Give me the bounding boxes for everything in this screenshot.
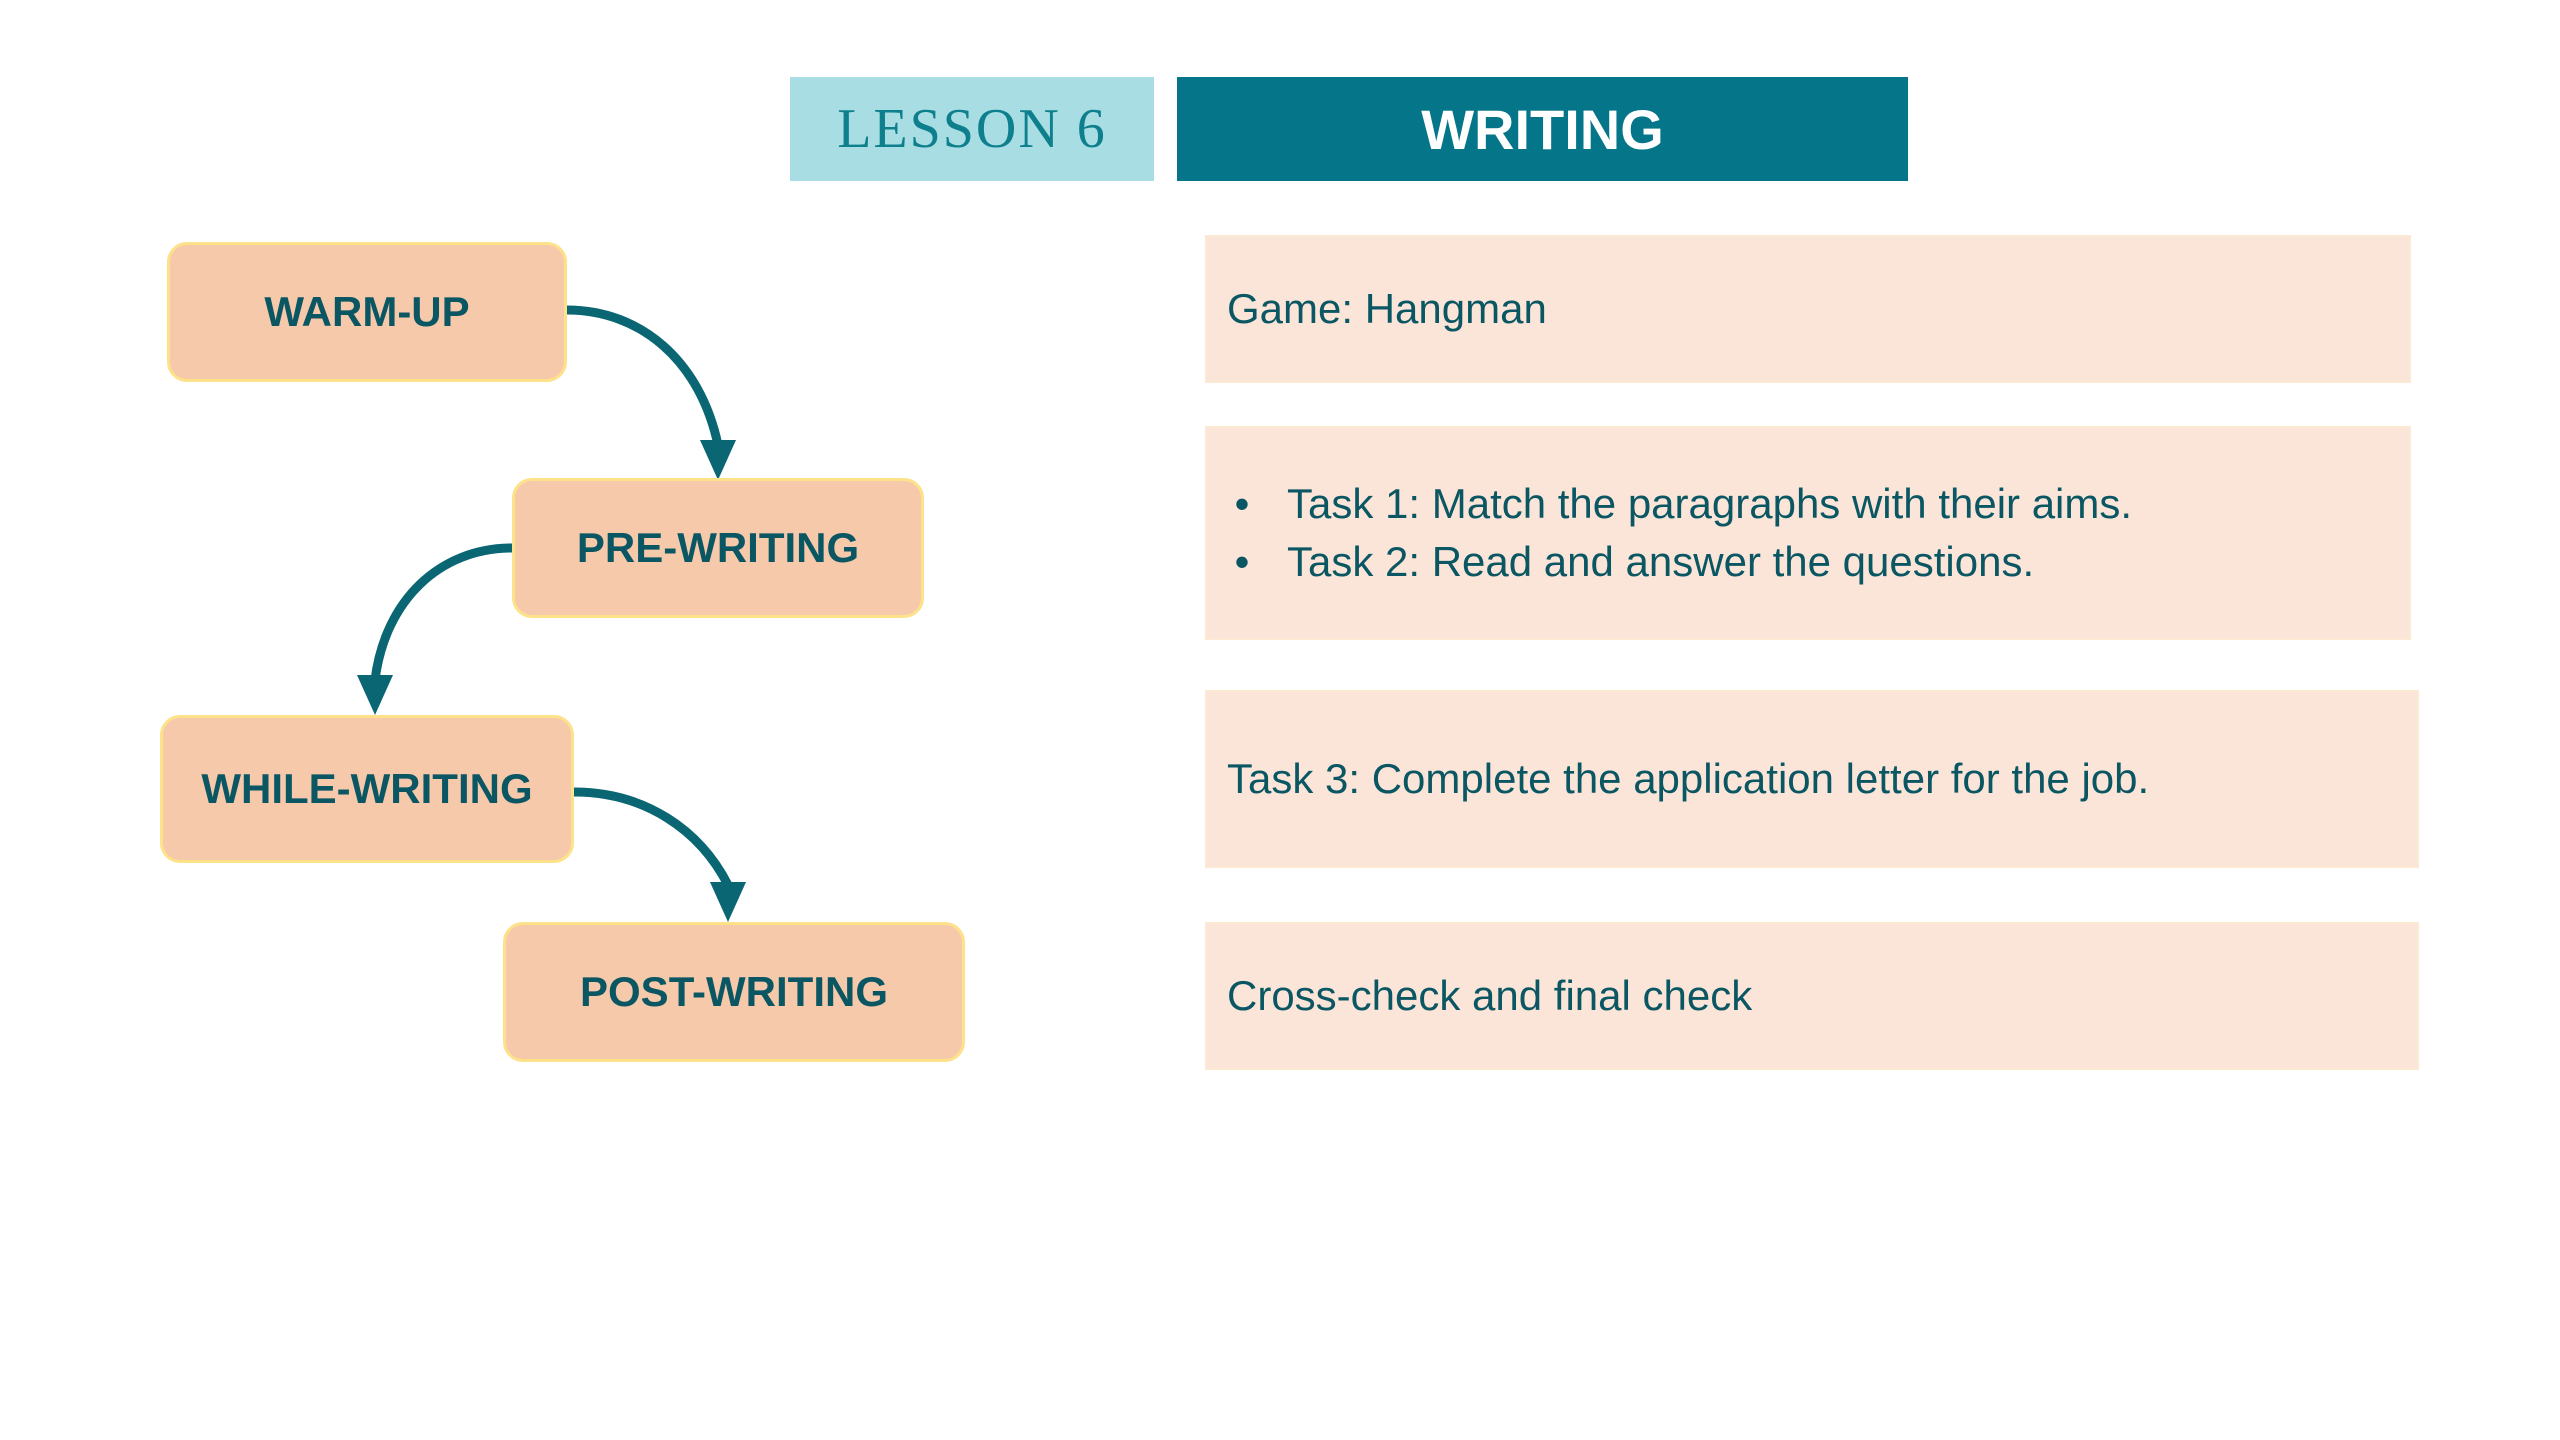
panel-post-writing <box>1205 922 2419 1070</box>
panel-pre-writing <box>1205 426 2411 640</box>
bullet-icon: • <box>1234 538 1250 585</box>
list-item <box>1227 533 2132 591</box>
panel-warm-up <box>1205 235 2411 383</box>
list-item <box>1227 475 2132 533</box>
panel-while-writing-text: Task 3: Complete the application letter for the job. <box>1227 755 2150 802</box>
arrow-pre-to-while <box>357 548 512 715</box>
stage-warm-up: WARM-UP <box>167 242 567 382</box>
arrow-while-to-post <box>574 792 746 922</box>
panel-warm-up-text: Game: Hangman <box>1227 285 1547 332</box>
task-2-text: Task 2: Read and answer the questions. <box>1287 538 2035 585</box>
task-list <box>1227 475 2132 591</box>
panel-post-writing-text: Cross-check and final check <box>1227 972 1753 1019</box>
lesson-tag: LESSON 6 <box>790 77 1154 181</box>
panel-while-writing <box>1205 690 2419 868</box>
stage-while-writing: WHILE-WRITING <box>160 715 574 863</box>
arrow-warmup-to-pre <box>567 310 736 480</box>
stage-pre-writing: PRE-WRITING <box>512 478 924 618</box>
stage-post-writing: POST-WRITING <box>503 922 965 1062</box>
skill-title: WRITING <box>1177 77 1908 181</box>
bullet-icon: • <box>1234 480 1250 527</box>
task-1-text: Task 1: Match the paragraphs with their aims. <box>1287 480 2133 527</box>
